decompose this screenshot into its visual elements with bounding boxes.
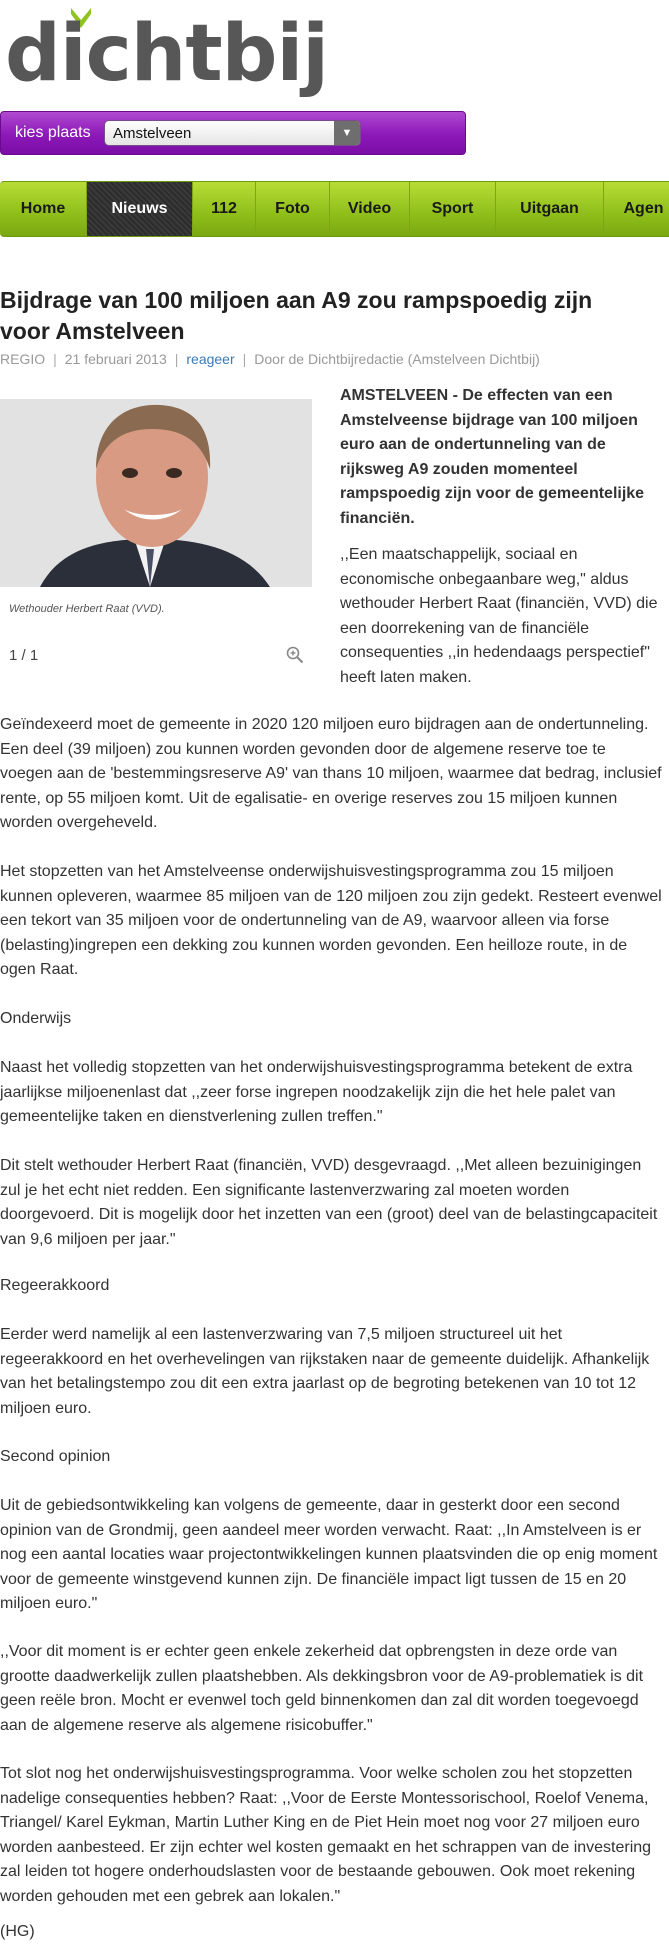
article-paragraph: Het stopzetten van het Amstelveense onderwijshuisvestingsprogramma zou 15 miljoen kunnen opleveren, waarmee 85 miljoen van de 120 miljoen zou zijn gedekt. Resteert evenwel een tekort van 35 miljoen voor de ondertunneling van de A9, waarvoor alleen via forse (belasting)ingrepen een dekking zou kunnen worden gevonden. Een heilloze route, in de ogen Raat. (0, 863, 662, 978)
main-nav (0, 181, 669, 237)
article-paragraph: Tot slot nog het onderwijshuisvestingsprogramma. Voor welke scholen zou het stopzetten nadelige consequenties hebben? Raat: ,,Voor de Eerste Montessorischool, Roelof Venema, Triangel/ Karel Eykman, Martin Luther King en de Piet Hein moet nog voor 27 miljoen euro worden aanbesteed. Er zijn echter wel kosten gemaakt en het schrappen van de investering zal leiden tot hogere onderhoudslasten voor de bestaande gebouwen. Ook moet rekening worden gehouden met een gebrek aan lokalen." (0, 1765, 652, 1905)
article-paragraph: Geïndexeerd moet de gemeente in 2020 120 miljoen euro bijdragen aan de ondertunneling. Een deel (39 miljoen) zou kunnen worden gevonden door de algemene reserve toe te voegen aan de 'bestemmingsreserve A9' van thans 10 miljoen, waarmee dat bedrag, inclusief rente, op 55 miljoen komt. Uit de egalisatie- en overige reserves zou 15 miljoen kunnen worden overgeheveld. (0, 716, 662, 831)
logo-text: dichtbij (5, 9, 328, 99)
article-title: Bijdrage van 100 miljoen aan A9 zou rampspoedig zijn voor Amstelveen (0, 287, 593, 344)
nav-item-video[interactable]: Video (330, 182, 410, 236)
article-photo[interactable] (0, 399, 312, 587)
nav-item-foto[interactable]: Foto (256, 182, 330, 236)
article-subheading: Onderwijs (0, 1010, 72, 1027)
place-label: kies plaats (15, 124, 91, 141)
article-lead-quote: ,,Een maatschappelijk, sociaal en economische onbegaanbare weg," aldus wethouder Herbert Raat (financiën, VVD) die een doorrekening van de financiële consequenties ,,in hedendaags perspectief" heeft laten maken. (340, 546, 658, 686)
nav-item-sport[interactable]: Sport (410, 182, 496, 236)
chevron-down-icon[interactable]: ▼ (334, 121, 360, 145)
place-selector-bar (0, 111, 466, 155)
site-logo[interactable] (5, 4, 345, 104)
article-subheading: Regeerakkoord (0, 1277, 110, 1294)
article-section: REGIO (0, 351, 46, 367)
zoom-icon[interactable] (286, 646, 304, 664)
nav-item-nieuws[interactable]: Nieuws (87, 182, 193, 236)
place-select-value: Amstelveen (113, 125, 192, 142)
nav-item-uitgaan[interactable]: Uitgaan (496, 182, 604, 236)
article-paragraph: Uit de gebiedsontwikkeling kan volgens de gemeente, daar in gesterkt door een second opinion van de Grondmij, geen aandeel meer worden verwacht. Raat: ,,In Amstelveen is er nog een aantal locaties waar projectontwikkelingen kunnen plaatsvinden die op enig moment voor de gemeente winstgevend kunnen zijn. De financiële impact ligt tussen de 15 en 20 miljoen euro." (0, 1497, 658, 1612)
nav-item-agenda[interactable]: Agen (604, 182, 669, 236)
article-paragraph: Dit stelt wethouder Herbert Raat (financiën, VVD) desgevraagd. ,,Met alleen bezuinigingen zul je het echt niet redden. Een significante lastenverzwaring zal moeten worden doorgevoerd. Dit is mogelijk door het inzetten van een (groot) deel van de belastingcapaciteit van 9,6 miljoen per jaar." (0, 1157, 658, 1248)
article-subheading: Second opinion (0, 1448, 111, 1465)
article-lead: AMSTELVEEN - De effecten van een Amstelveense bijdrage van 100 miljoen euro aan de ondertunneling van de rijksweg A9 zouden momenteel rampspoedig zijn voor de gemeentelijke financiën. (340, 387, 645, 527)
portrait-image (0, 399, 312, 587)
photo-caption: Wethouder Herbert Raat (VVD). (9, 603, 165, 615)
article-paragraph: Naast het volledig stopzetten van het onderwijshuisvestingsprogramma betekent de extra jaarlijkse miljoenenlast dat ,,zeer forse ingrepen noodzakelijk zijn die het hele palet van gemeentelijke taken en dienstverlening zullen treffen." (0, 1059, 633, 1125)
nav-item-112[interactable]: 112 (193, 182, 256, 236)
reply-link[interactable]: reageer (186, 351, 235, 367)
article-paragraph: Eerder werd namelijk al een lastenverzwaring van 7,5 miljoen structureel uit het regeerakkoord en het overhevelingen van rijkstaken naar de gemeente duidelijk. Afhankelijk van het betalingstempo zou dit een extra jaarlast op de begroting betekenen van 10 tot 12 miljoen euro. (0, 1326, 650, 1417)
photo-counter: 1 / 1 (9, 647, 39, 664)
nav-item-home[interactable]: Home (0, 182, 87, 236)
article-author: Door de Dichtbijredactie (Amstelveen Dichtbij) (254, 351, 540, 367)
article-meta: REGIO | 21 februari 2013 | reageer | Door de Dichtbijredactie (Amstelveen Dichtbij) (0, 351, 540, 367)
article-signature: (HG) (0, 1923, 35, 1940)
place-select[interactable] (104, 120, 361, 146)
article-date: 21 februari 2013 (64, 351, 167, 367)
article-paragraph: ,,Voor dit moment is er echter geen enkele zekerheid dat opbrengsten in deze orde van grootte daadwerkelijk zullen plaatshebben. Als dekkingsbron voor de A9-problematiek is dit geen reële bron. Mocht er evenwel toch geld binnenkomen dan zal dit worden toegevoegd aan de algemene reserve als algemene risicobuffer." (0, 1643, 644, 1734)
